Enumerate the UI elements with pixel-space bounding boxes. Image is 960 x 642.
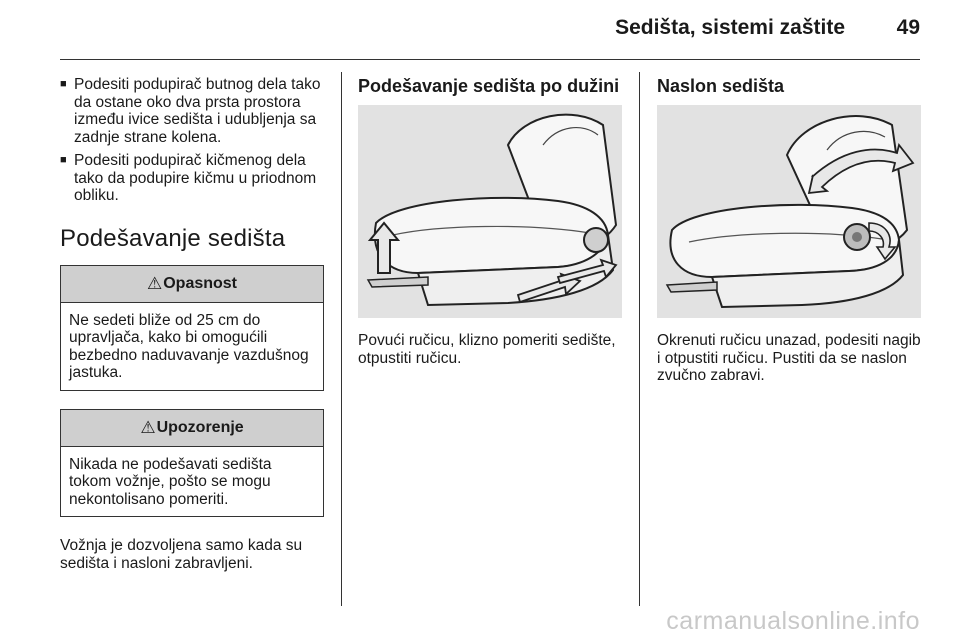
warning-box-title: Upozorenje <box>156 418 244 436</box>
watermark: carmanualsonline.info <box>666 607 920 635</box>
warning-triangle-icon: ⚠ <box>140 417 156 437</box>
column-3 <box>657 76 921 385</box>
closing-paragraph: Vožnja je dozvoljena samo kada su sedišta i nasloni zabravljeni. <box>60 537 303 572</box>
warning-triangle-icon: ⚠ <box>146 273 163 293</box>
warning-box-text: Nikada ne podešavati sedišta tokom vožnje, pošto se mogu nekontolisano pomeriti. <box>69 455 272 508</box>
column-2 <box>358 76 624 367</box>
bullet-square-icon: ■ <box>60 78 67 90</box>
warning-box <box>60 409 324 518</box>
backrest-recline-illustration <box>657 105 921 318</box>
danger-box <box>60 265 324 391</box>
column-divider-2 <box>639 72 640 606</box>
list-item: ■ Podesiti podupirač kičmenog dela tako da podupire kičmu u priodnom obliku. <box>60 152 317 204</box>
bullet-square-icon: ■ <box>60 154 67 166</box>
section-title: Podešavanje sedišta <box>60 224 286 252</box>
danger-box-text: Ne sedeti bliže od 25 cm do upravljača, kako bi omogućili bezbedno naduvavanje vazdušnog jastuka. <box>69 311 309 381</box>
header-rule <box>60 59 920 60</box>
page-number: 49 <box>896 16 920 39</box>
danger-box-title: Opasnost <box>163 274 238 292</box>
bullet-list <box>60 76 324 205</box>
warning-box-header <box>61 410 323 447</box>
subsection-paragraph: Povući ručicu, klizno pomeriti sedište, otpustiti ručicu. <box>358 332 616 367</box>
danger-box-header <box>61 266 323 303</box>
seat-slide-illustration <box>358 105 622 318</box>
column-1 <box>60 76 324 572</box>
running-header-title: Sedišta, sistemi zaštite <box>615 16 845 39</box>
subsection-title: Podešavanje sedišta po dužini <box>358 76 620 96</box>
subsection-paragraph: Okrenuti ručicu unazad, podesiti nagib i otpustiti ručicu. Pustiti da se naslon zvučno zabravi. <box>657 332 921 384</box>
subsection-title: Naslon sedišta <box>657 76 785 96</box>
list-item: ■ Podesiti podupirač butnog dela tako da ostane oko dva prsta prostora između ivice sedišta i udubljenja sa zadnje strane kolena. <box>60 76 321 146</box>
column-divider-1 <box>341 72 342 606</box>
